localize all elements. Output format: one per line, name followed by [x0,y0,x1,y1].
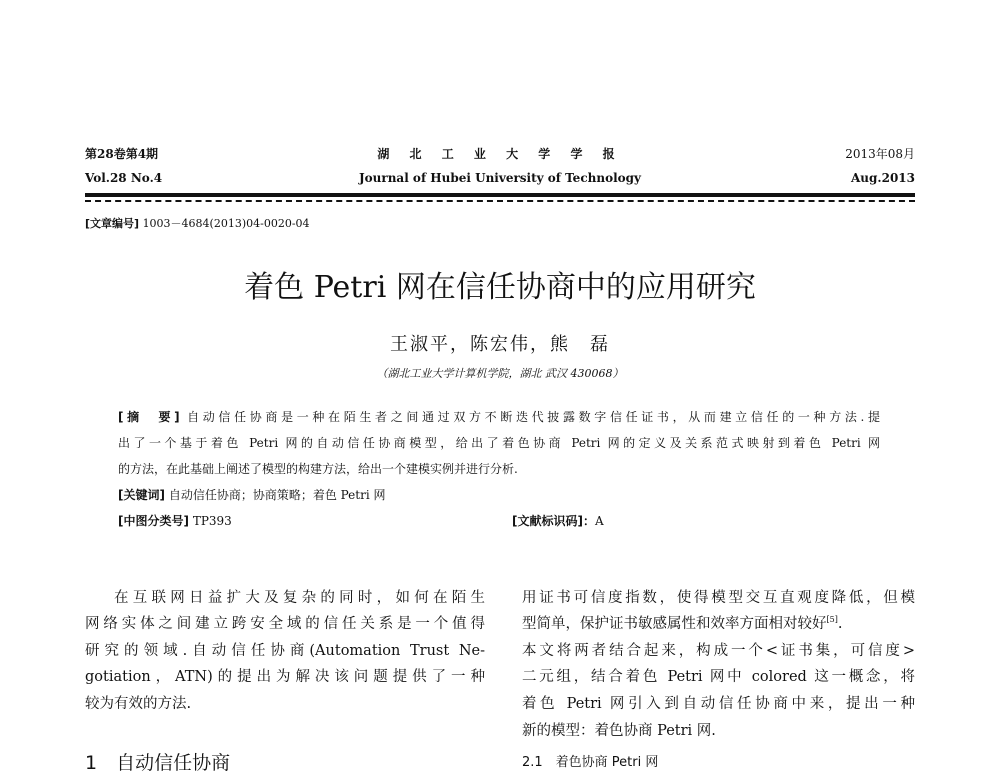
document-code-value: A [594,514,604,528]
article-number-value: 1003－4684(2013)04-0020-04 [142,217,310,230]
section-heading-2-1: 2.1 着色协商 Petri 网 [522,755,659,770]
journal-cn: 湖 北 工 业 大 学 学 报 [377,147,623,161]
body-line: 用证书可信度指数，使得模型交互直观度降低，但模 [522,590,915,606]
clc-value: TP393 [192,514,232,528]
body-line: 着色 Petri 网引入到自动信任协商中来，提出一种 [522,696,915,712]
body-line: 二元组，结合着色 Petri 网中 colored 这一概念，将 [522,669,915,685]
body-line: 研究的领域.自动信任协商(Automation Trust Ne- [85,643,485,659]
abstract-line: [摘 要] 自动信任协商是一种在陌生者之间通过双方不断迭代披露数字信任证书，从而建立信任的一种方法.提 [118,410,880,424]
body-line: 新的模型：着色协商 Petri 网. [522,723,716,739]
abstract-line: 出了一个基于着色 Petri 网的自动信任协商模型，给出了着色协商 Petri 网的定义及关系范式映射到着色 Petri 网 [118,436,880,450]
body-line: 在互联网日益扩大及复杂的同时，如何在陌生 [114,590,485,606]
date-cn: 2013年08月 [845,147,915,161]
paper-title: 着色 Petri 网在信任协商中的应用研究 [244,270,756,305]
authors: 王淑平，陈宏伟，熊 磊 [390,334,610,355]
header-rule-thin [85,200,915,202]
date-en: Aug.2013 [850,171,915,185]
body-line: 型简单，保护证书敏感属性和效率方面相对较好[5]. [522,615,843,632]
document-code-label: [文献标识码]： [512,514,595,528]
keywords-value: 自动信任协商；协商策略；着色 Petri 网 [168,488,386,502]
body-line: 网络实体之间建立跨安全域的信任关系是一个值得 [85,616,485,632]
article-number [85,215,310,231]
journal-en: Journal of Hubei University of Technology [358,171,642,185]
abstract-line: 的方法，在此基础上阐述了模型的构建方法，给出一个建模实例并进行分析. [118,462,518,476]
body-line: 较为有效的方法. [85,696,192,712]
body-line: gotiation，ATN)的提出为解决该问题提供了一种 [85,669,485,685]
keywords-label: [关键词] [118,488,165,502]
citation: [5] [826,615,838,625]
volume-en: Vol.28 No.4 [85,171,163,185]
affiliation: （湖北工业大学计算机学院，湖北 武汉 430068） [376,367,624,380]
keywords [118,486,385,503]
body-line: 本文将两者结合起来，构成一个<证书集，可信度> [522,643,915,659]
abstract-label: [摘 要] [118,410,180,424]
section-heading-1: 1 自动信任协商 [85,752,231,774]
clc-number [118,512,232,529]
header-rule [85,193,915,197]
clc-label: [中图分类号] [118,514,189,528]
article-number-label: [文章编号] [85,217,140,230]
document-code [512,512,604,529]
volume-cn: 第28卷第4期 [85,147,159,161]
